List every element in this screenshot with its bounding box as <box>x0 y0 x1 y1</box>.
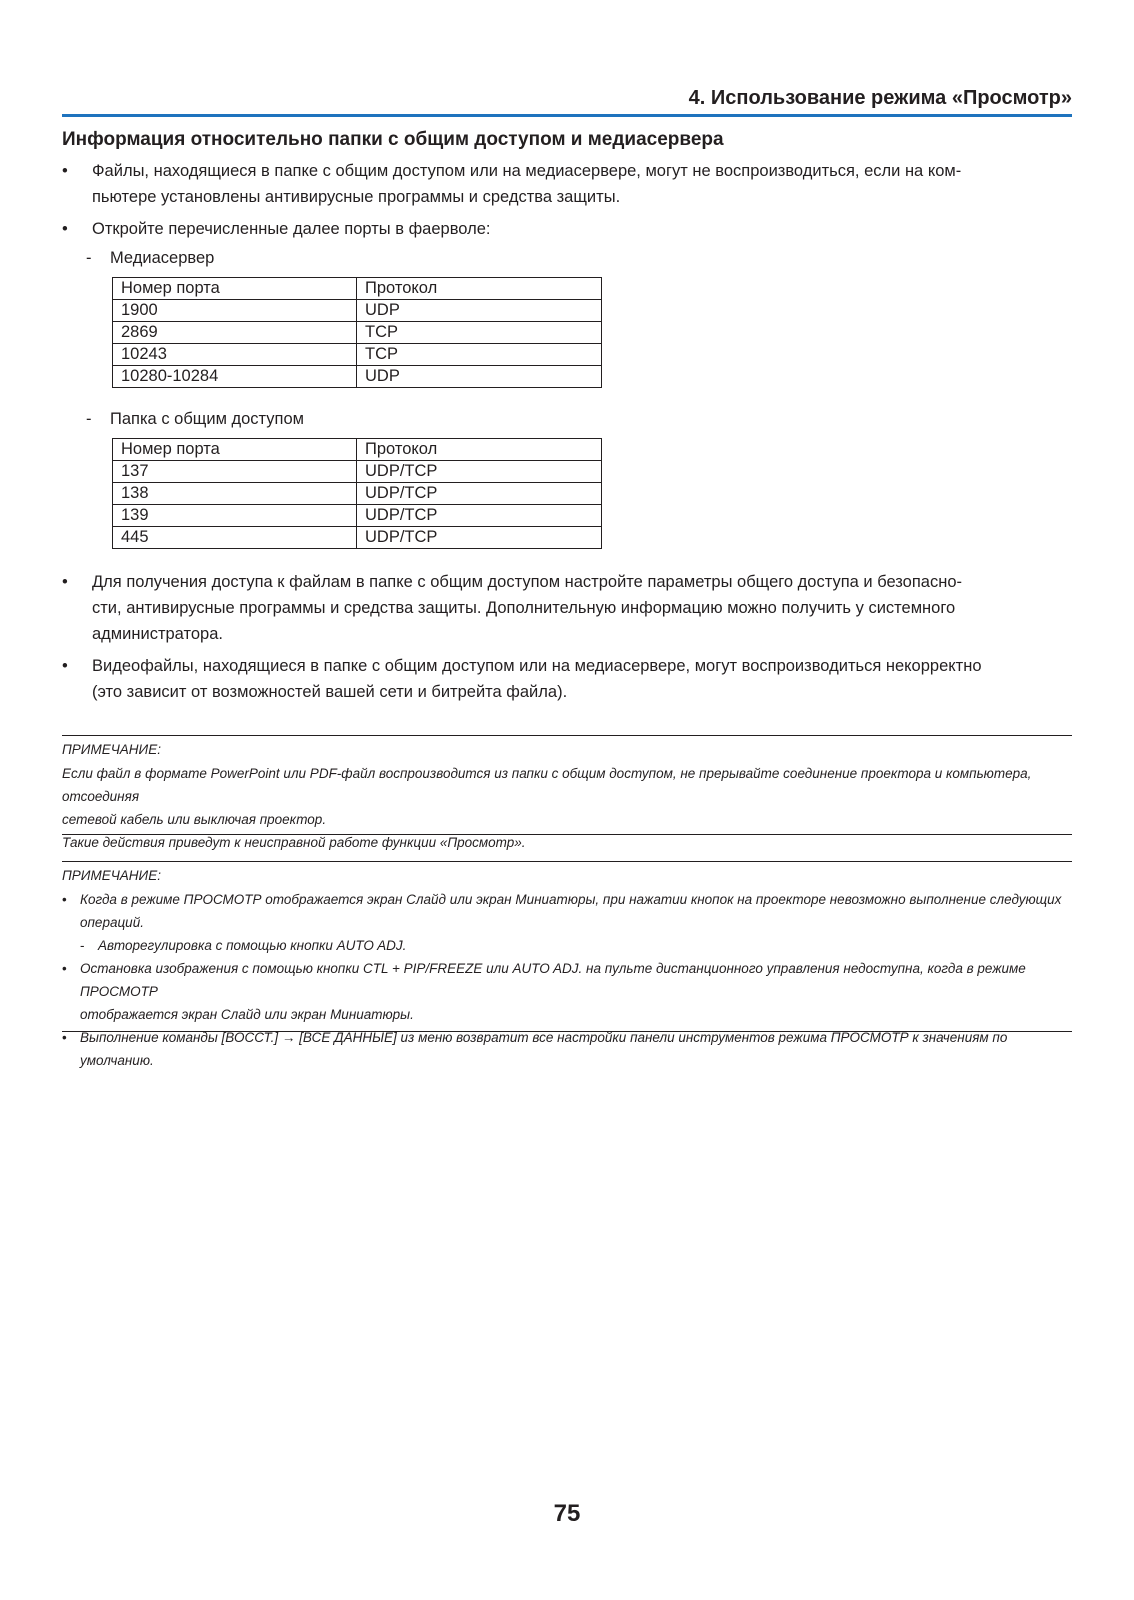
table-row <box>113 366 602 388</box>
protocol-cell: UDP/TCP <box>357 527 602 549</box>
dash-icon: - <box>80 938 85 953</box>
media-server-port-table <box>112 277 602 388</box>
table-row <box>113 483 602 505</box>
bullet-icon: • <box>62 1030 67 1045</box>
note-text: Такие действия приведут к неисправной работе функции «Просмотр». <box>62 835 526 850</box>
table-header-row <box>113 439 602 461</box>
bullet-text: Для получения доступа к файлам в папке с общим доступом настройте параметры общего доступа и безопасно- сти, антивирусные программы и средства защиты. Дополнительную информацию можно получить у системного администратора. <box>92 573 962 643</box>
bullet-text: Видеофайлы, находящиеся в папке с общим доступом или на медиасервере, могут воспроизводиться некорректно (это зависит от возможностей вашей сети и битрейта файла). <box>92 657 982 701</box>
note-bullet-item: • Выполнение команды [ВОССТ.] → [ВСЕ ДАННЫЕ] из меню возвратит все настройки панели инструментов режима ПРОСМОТР к значениям по умолчанию. <box>62 1026 1072 1072</box>
protocol-cell: UDP <box>357 300 602 322</box>
bullet-icon: • <box>62 961 67 976</box>
port-cell: 137 <box>113 461 357 483</box>
bullet-text: Файлы, находящиеся в папке с общим доступом или на медиасервере, могут не воспроизводиться, если на ком- пьютере установлены антивирусные программы и средства защиты. <box>92 162 962 206</box>
note-label: ПРИМЕЧАНИЕ: <box>62 742 161 757</box>
table-row <box>113 322 602 344</box>
port-cell: 445 <box>113 527 357 549</box>
note-label: ПРИМЕЧАНИЕ: <box>62 868 161 883</box>
page-number: 75 <box>553 1500 581 1527</box>
sub-item-label: Медиасервер <box>110 249 215 267</box>
note-bullet-item: • Когда в режиме ПРОСМОТР отображается экран Слайд или экран Миниатюры, при нажатии кнопок на проекторе невозможно выполнение следующих операций. <box>62 888 1072 934</box>
table-row <box>113 344 602 366</box>
protocol-cell: TCP <box>357 344 602 366</box>
port-cell: 10243 <box>113 344 357 366</box>
note-bullet-item: • Остановка изображения с помощью кнопки CTL + PIP/FREEZE или AUTO ADJ. на пульте дистанционного управления недоступна, когда в режиме ПРОСМОТР отображается экран Слайд или экран Миниатюры. <box>62 957 1072 1026</box>
protocol-cell: UDP <box>357 366 602 388</box>
protocol-cell: UDP/TCP <box>357 461 602 483</box>
sub-item-shared-folder <box>86 406 304 432</box>
protocol-cell: UDP/TCP <box>357 505 602 527</box>
bullet-item <box>62 653 1072 705</box>
bullet-icon: • <box>62 892 67 907</box>
bullet-item <box>62 158 1072 210</box>
table-row <box>113 461 602 483</box>
port-cell: 10280-10284 <box>113 366 357 388</box>
shared-folder-port-table <box>112 438 602 549</box>
bullet-item <box>62 569 1072 647</box>
protocol-cell: UDP/TCP <box>357 483 602 505</box>
port-cell: 1900 <box>113 300 357 322</box>
note-text: сетевой кабель или выключая проектор. <box>62 812 327 827</box>
table-row <box>113 505 602 527</box>
note-box <box>62 861 1072 1068</box>
chapter-header <box>62 84 1072 117</box>
section-title: Информация относительно папки с общим доступом и медиасервера <box>62 129 724 150</box>
port-cell: 139 <box>113 505 357 527</box>
chapter-title: 4. Использование режима «Просмотр» <box>688 87 1072 109</box>
bullet-icon: • <box>62 657 68 675</box>
note-sub-item: - Авторегулировка с помощью кнопки AUTO ADJ. <box>62 934 1072 957</box>
sub-item-label: Папка с общим доступом <box>110 410 304 428</box>
dash-icon: - <box>86 410 92 428</box>
port-cell: 2869 <box>113 322 357 344</box>
dash-icon: - <box>86 249 92 267</box>
note-text: Если файл в формате PowerPoint или PDF-файл воспроизводится из папки с общим доступом, не прерывайте соединение проектора и компьютера, отсоединяя <box>62 766 1032 804</box>
sub-item-media-server <box>86 245 214 271</box>
bullet-text: Откройте перечисленные далее порты в фаерволе: <box>92 220 491 238</box>
column-header-protocol: Протокол <box>357 278 602 300</box>
port-cell: 138 <box>113 483 357 505</box>
bullet-icon: • <box>62 573 68 591</box>
table-header-row <box>113 278 602 300</box>
bullet-icon: • <box>62 162 68 180</box>
table-row <box>113 300 602 322</box>
bullet-item <box>62 216 1072 242</box>
protocol-cell: TCP <box>357 322 602 344</box>
column-header-port: Номер порта <box>113 439 357 461</box>
column-header-protocol: Протокол <box>357 439 602 461</box>
note-box <box>62 735 1072 850</box>
bullet-icon: • <box>62 220 68 238</box>
column-header-port: Номер порта <box>113 278 357 300</box>
manual-page <box>62 0 1072 1600</box>
table-row <box>113 527 602 549</box>
